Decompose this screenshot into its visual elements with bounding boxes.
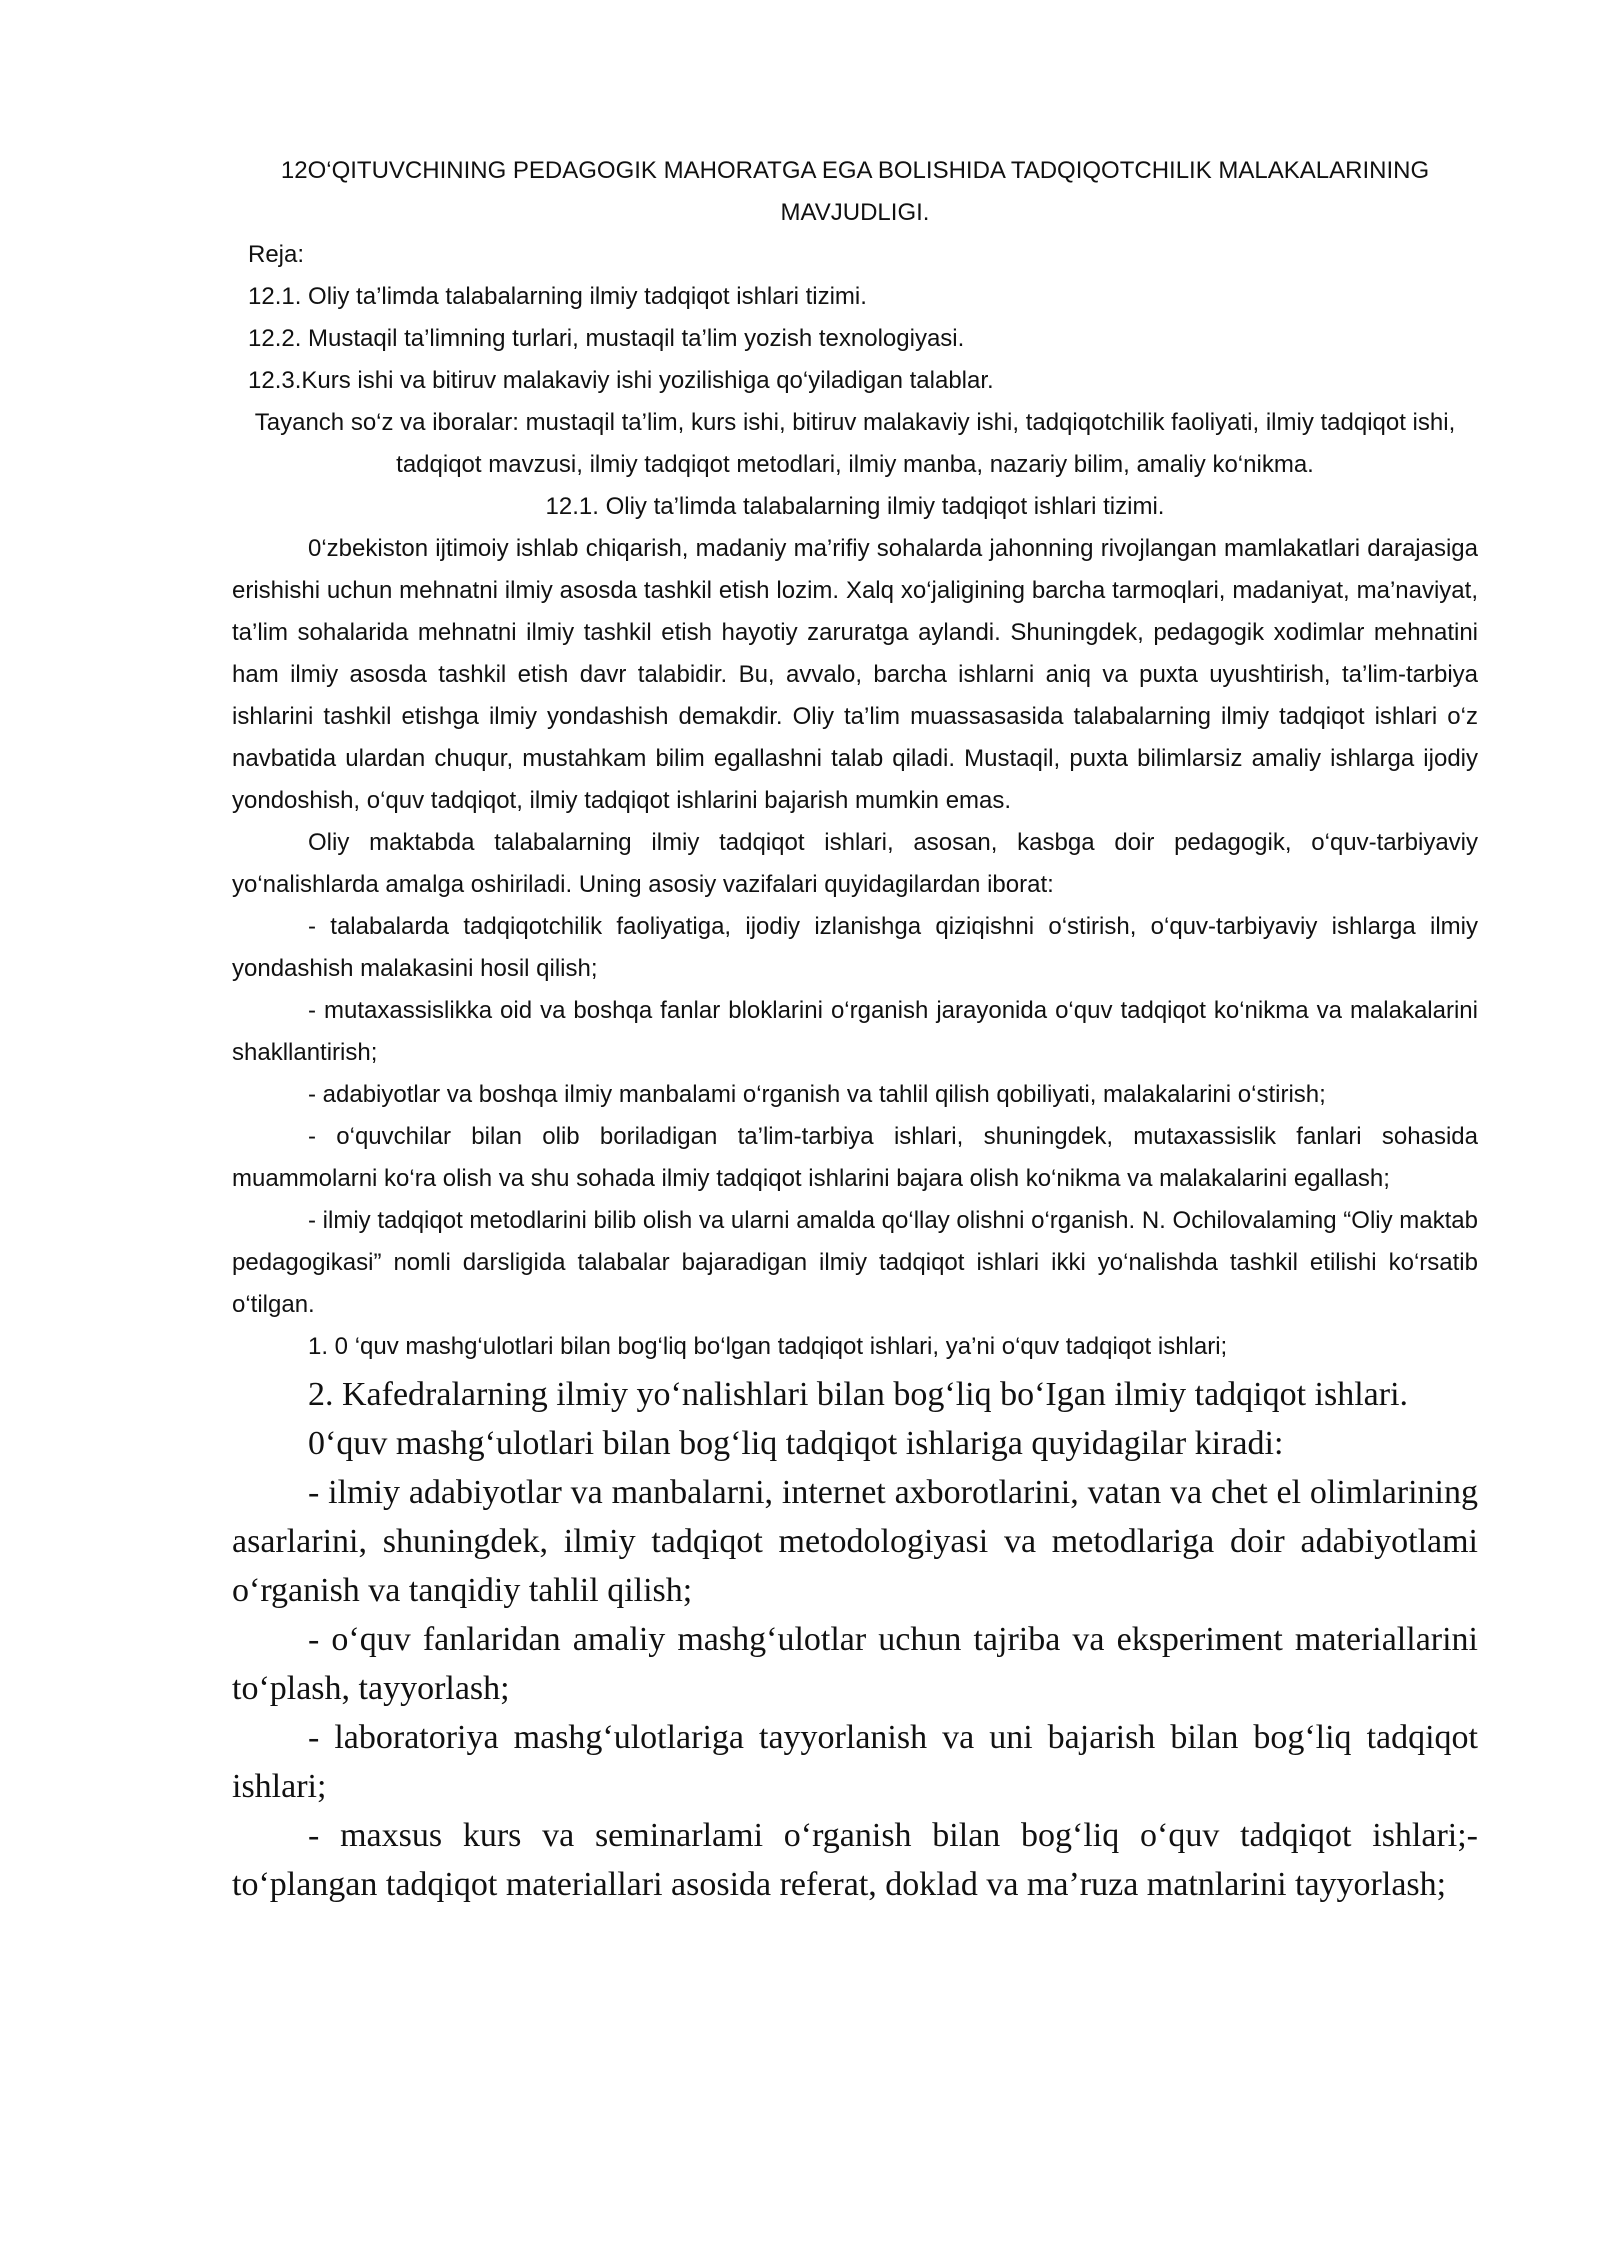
document-page (232, 150, 1478, 1909)
numbered-item: 2. Kafedralarning ilmiy yo‘nalishlari bilan bog‘liq bo‘Igan ilmiy tadqiqot ishlari. (308, 1376, 1409, 1413)
list-item: - laboratoriya mashg‘ulotlariga tayyorlanish va uni bajarish bilan bog‘liq tadqiqot ishlari; (232, 1719, 1478, 1805)
plan-item: 12.3.Kurs ishi va bitiruv malakaviy ishi yozilishiga qo‘yiladigan talablar. (248, 367, 994, 394)
keywords-paragraph: Tayanch so‘z va iboralar: mustaqil ta’lim, kurs ishi, bitiruv malakaviy ishi, tadqiqotchilik faoliyati, ilmiy tadqiqot ishi, tadqiqot mavzusi, ilmiy tadqiqot metodlari, ilmiy manba, nazariy bilim, amaliy ko‘nikma. (254, 409, 1456, 478)
list-item: - o‘quvchilar bilan olib boriladigan ta’lim-tarbiya ishlari, shuningdek, mutaxassislik fanlari sohasida muammolarni ko‘ra olish va shu sohada ilmiy tadqiqot ishlarini bajara olish ko‘nikma va malakalarini egallash; (232, 1123, 1478, 1192)
list-item: - o‘quv fanlaridan amaliy mashg‘ulotlar uchun tajriba va eksperiment materiallarini to‘plash, tayyorlash; (232, 1621, 1478, 1707)
list-item: - ilmiy adabiyotlar va manbalarni, internet axborotlarini, vatan va chet el olimlarining asarlarini, shuningdek, ilmiy tadqiqot metodologiyasi va metodlariga doir adabiyotlami o‘rganish va tanqidiy tahlil qilish; (232, 1474, 1478, 1609)
plan-item: 12.1. Oliy ta’limda talabalarning ilmiy tadqiqot ishlari tizimi. (248, 283, 867, 310)
plan-item: 12.2. Mustaqil ta’limning turlari, mustaqil ta’lim yozish texnologiyasi. (248, 325, 965, 352)
list-item: - ilmiy tadqiqot metodlarini bilib olish va ularni amalda qo‘llay olishni o‘rganish. N. Ochilovalaming “Oliy maktab pedagogikasi” nomli darsligida talabalar bajaradigan ilmiy tadqiqot ishlari ikki yo‘nalishda tashkil etilishi ko‘rsatib o‘tilgan. (232, 1207, 1478, 1318)
body-paragraph: 0‘zbekiston ijtimoiy ishlab chiqarish, madaniy ma’rifiy sohalarda jahonning rivojlangan mamlakatlari darajasiga erishishi uchun mehnatni ilmiy asosda tashkil etish lozim. Xalq xo‘jaligining barcha tarmoqlari, madaniyat, ma’naviyat, ta’lim sohalarida mehnatni ilmiy tashkil etish hayotiy zaruratga aylandi. Shuningdek, pedagogik xodimlar mehnatini ham ilmiy asosda tashkil etish davr talabidir. Bu, avvalo, barcha ishlarni aniq va puxta uyushtirish, ta’lim-tarbiya ishlarini tashkil etishga ilmiy yondashish demakdir. Oliy ta’lim muassasasida talabalarning ilmiy tadqiqot ishlari o‘z navbatida ulardan chuqur, mustahkam bilim egallashni talab qiladi. Mustaqil, puxta bilimlarsiz amaliy ishlarga ijodiy yondoshish, o‘quv tadqiqot, ilmiy tadqiqot ishlarini bajarish mumkin emas. (232, 535, 1478, 814)
numbered-item: 1. 0 ‘quv mashg‘ulotlari bilan bog‘liq bo‘lgan tadqiqot ishlari, ya’ni o‘quv tadqiqot ishlari; (308, 1333, 1228, 1360)
list-item: - maxsus kurs va seminarlami o‘rganish bilan bog‘liq o‘quv tadqiqot ishlari;- to‘plangan tadqiqot materiallari asosida referat, doklad va ma’ruza matnlarini tayyorlash; (232, 1817, 1478, 1903)
document-title: 12O‘QITUVCHINING PEDAGOGIK MAHORATGA EGA BOLISHIDA TADQIQOTCHILIK MALAKALARINING MAVJUDLIGI. (280, 157, 1430, 226)
list-item: - adabiyotlar va boshqa ilmiy manbalami o‘rganish va tahlil qilish qobiliyati, malakalarini o‘stirish; (308, 1081, 1326, 1108)
section-heading: 12.1. Oliy ta’limda talabalarning ilmiy tadqiqot ishlari tizimi. (545, 493, 1165, 520)
list-item: - mutaxassislikka oid va boshqa fanlar bloklarini o‘rganish jarayonida o‘quv tadqiqot ko‘nikma va malakalarini shakllantirish; (232, 997, 1478, 1066)
body-paragraph: Oliy maktabda talabalarning ilmiy tadqiqot ishlari, asosan, kasbga doir pedagogik, o‘quv-tarbiyaviy yo‘nalishlarda amalga oshiriladi. Uning asosiy vazifalari quyidagilardan iborat: (232, 829, 1478, 898)
list-item: - talabalarda tadqiqotchilik faoliyatiga, ijodiy izlanishga qiziqishni o‘stirish, o‘quv-tarbiyaviy ishlarga ilmiy yondashish malakasini hosil qilish; (232, 913, 1478, 982)
body-paragraph: 0‘quv mashg‘ulotlari bilan bog‘liq tadqiqot ishlariga quyidagilar kiradi: (308, 1425, 1284, 1462)
plan-label: Reja: (248, 241, 305, 268)
